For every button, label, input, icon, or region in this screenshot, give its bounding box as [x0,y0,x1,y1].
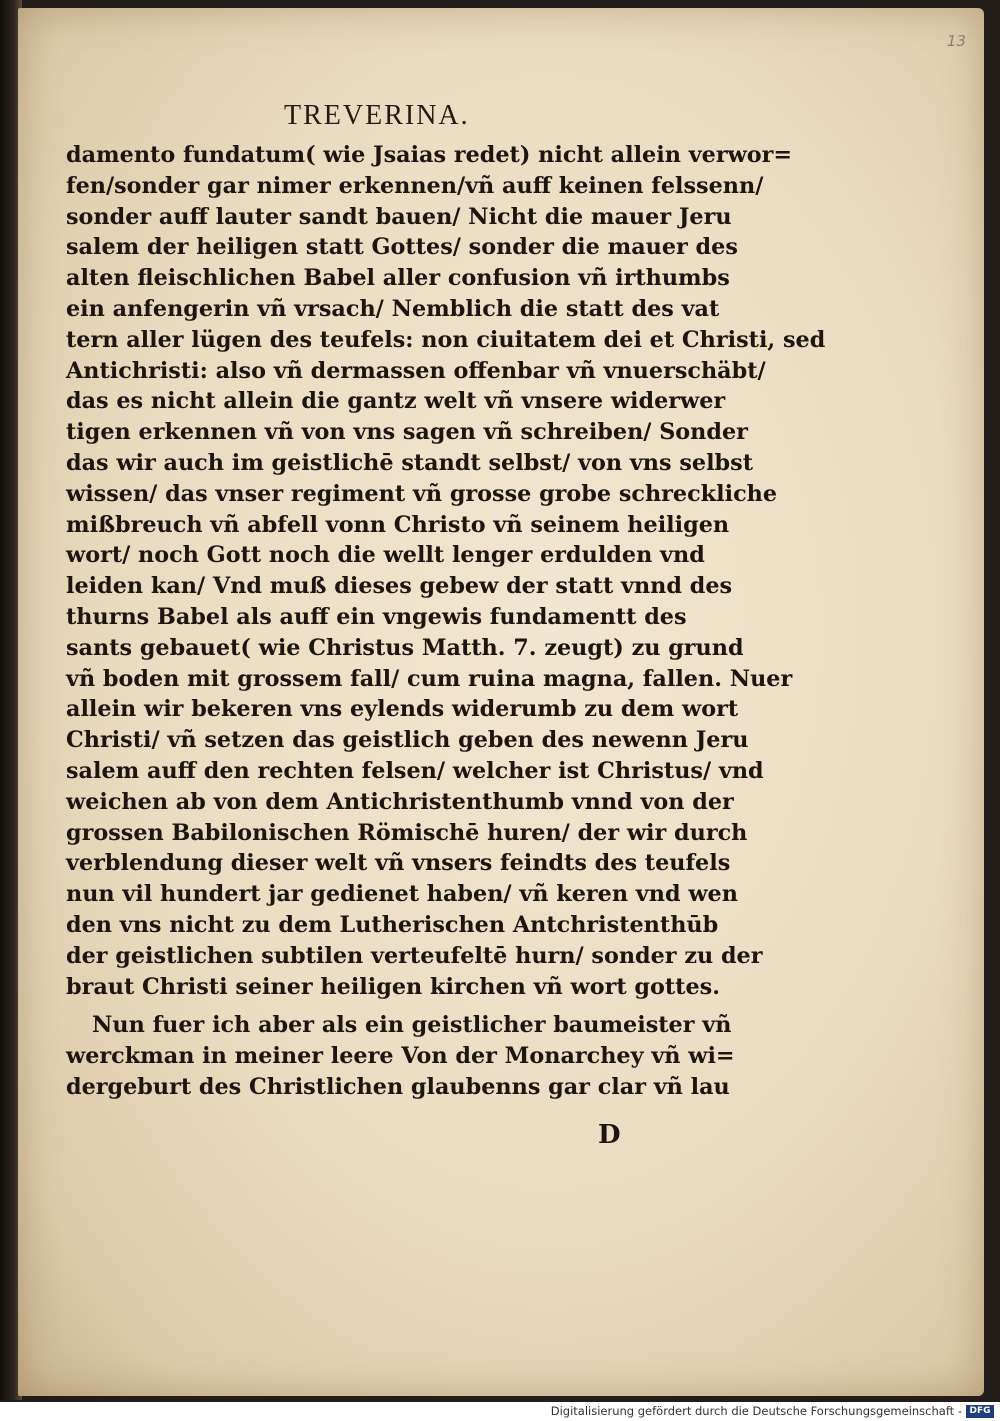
folio-number: 13 [946,32,966,50]
text-line: Christi/ vñ setzen das geistlich geben des newenn Jeru [66,727,749,754]
text-line: ein anfengerin vñ vrsach/ Nemblich die statt des vat [66,295,720,322]
text-line: damento fundatum( wie Jsaias redet) nicht allein verwor= [66,142,793,168]
text-line: tigen erkennen vñ von vns sagen vñ schreiben/ Sonder [66,419,748,446]
text-line: wissen/ das vnser regiment vñ grosse grobe schreckliche [66,480,778,507]
text-line: werckman in meiner leere Von der Monarchey vñ wi= [66,1043,735,1070]
text-line: alten fleischlichen Babel aller confusion vñ irthumbs [66,265,730,292]
funding-credit: Digitalisierung gefördert durch die Deutsche Forschungsgemeinschaft - [550,1404,962,1418]
text-line: salem auff den rechten felsen/ welcher ist Christus/ vnd [66,757,764,784]
text-line: der geistlichen subtilen verteufeltē hurn/ sonder zu der [66,942,763,969]
text-line: tern aller lügen des teufels: non ciuitatem dei et Christi, sed [66,326,826,353]
text-line: sonder auff lauter sandt bauen/ Nicht die mauer Jeru [66,203,732,230]
running-head: TREVERINA. [284,100,470,131]
text-line: sants gebauet( wie Christus Matth. 7. zeugt) zu grund [66,634,744,661]
text-line: wort/ noch Gott noch die wellt lenger erdulden vnd [66,542,705,569]
text-line: allein wir bekeren vns eylends widerumb zu dem wort [66,696,739,723]
signature-mark: D [598,1120,621,1150]
text-line: dergeburt des Christlichen glaubenns gar clar vñ lau [66,1073,730,1100]
body-text [66,140,826,1103]
text-line: das es nicht allein die gantz welt vñ vnsere widerwer [66,388,726,415]
text-line: den vns nicht zu dem Lutherischen Antchristenthūb [66,911,719,938]
text-line: fen/sonder gar nimer erkennen/vñ auff keinen felssenn/ [66,172,764,199]
text-line: das wir auch im geistlichē standt selbst/ von vns selbst [66,449,753,476]
dfg-logo: DFG [966,1405,994,1418]
text-line: mißbreuch vñ abfell vonn Christo vñ seinem heiligen [66,511,730,538]
text-line: leiden kan/ Vnd muß dieses gebew der statt vnnd des [66,573,733,600]
text-line: vñ boden mit grossem fall/ cum ruina magna, fallen. Nuer [66,665,793,692]
text-line: thurns Babel als auff ein vngewis fundamentt des [66,603,687,630]
digitization-footer [0,1402,1000,1421]
text-line: braut Christi seiner heiligen kirchen vñ wort gottes. [66,973,720,1000]
text-line: Antichristi: also vñ dermassen offenbar vñ vnuerschäbt/ [66,357,766,384]
text-line: salem der heiligen statt Gottes/ sonder die mauer des [66,234,738,261]
text-line: weichen ab von dem Antichristenthumb vnnd von der [66,788,734,815]
text-line: nun vil hundert jar gedienet haben/ vñ keren vnd wen [66,881,738,908]
text-line: verblendung dieser welt vñ vnsers feindts des teufels [66,850,731,877]
text-line: grossen Babilonischen Römischē huren/ der wir durch [66,819,748,846]
paragraph-start-line: Nun fuer ich aber als ein geistlicher baumeister vñ [92,1012,732,1039]
